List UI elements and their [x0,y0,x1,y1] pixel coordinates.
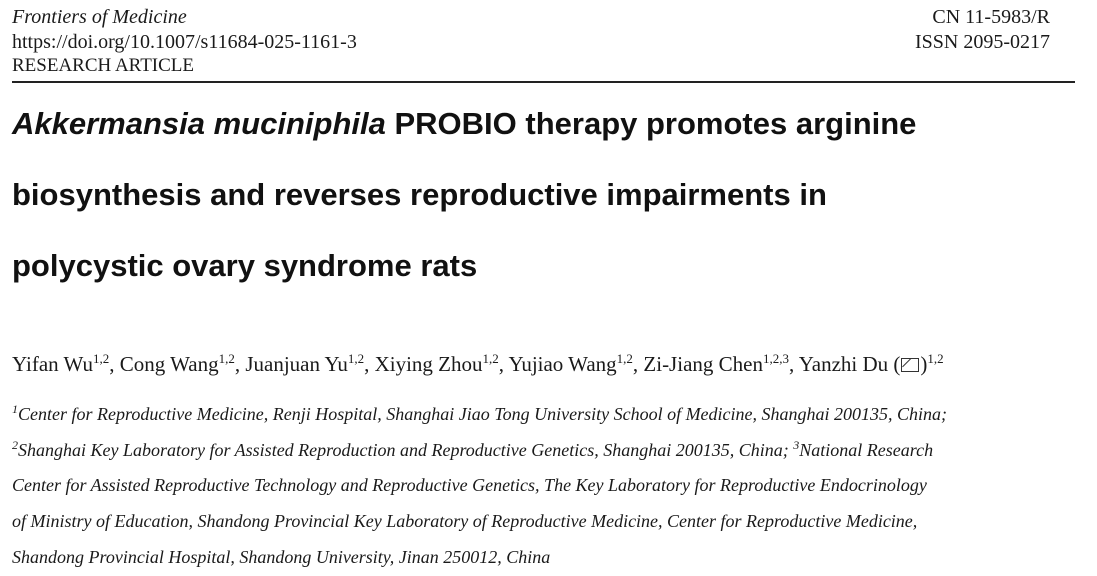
affiliation-text: Center for Reproductive Medicine, Renji Hospital, Shanghai Jiao Tong University School of Medicine, Shanghai 200135, China; [18,404,948,424]
affiliation-line [12,397,1087,433]
author-affiliation-marker: 1,2 [927,351,944,366]
affiliation-text: Center for Assisted Reproductive Technology and Reproductive Genetics, The Key Laboratory for Reproductive Endocrinology [12,475,927,496]
author-affiliation-marker: 1,2 [482,351,499,366]
title-line2: biosynthesis and reverses reproductive impairments in [12,177,827,212]
affiliation-line [12,433,1087,469]
author-affiliation-marker: 1,2 [218,351,235,366]
affiliation-line [12,540,1087,576]
header-right [915,5,1050,55]
title-line3: polycystic ovary syndrome rats [12,248,478,283]
author-affiliation-marker: 1,2 [616,351,633,366]
author-separator: , [632,352,644,376]
journal-name: Frontiers of Medicine [12,6,187,28]
affiliation-line [12,504,1087,540]
affiliation-line [12,468,1087,504]
author-name: Yujiao Wang [508,352,617,376]
issn-number: ISSN 2095-0217 [914,31,1050,53]
corresponding-author-name: Yanzhi Du ( [798,352,901,376]
header-left [12,5,357,77]
header-divider [12,81,1075,83]
author-affiliation-marker: 1,2,3 [762,351,789,366]
author-separator: , [234,352,246,376]
affiliation-text: Shandong Provincial Hospital, Shandong University, Jinan 250012, China [12,546,551,567]
author-name: Juanjuan Yu [245,352,348,376]
author-name: Cong Wang [119,352,219,376]
cn-number: CN 11-5983/R [932,6,1050,28]
author-name: Zi-Jiang Chen [643,352,763,376]
affiliation-text: Shanghai Key Laboratory for Assisted Reproduction and Reproductive Genetics, Shanghai 200135, China; [18,439,794,460]
author-separator: , [498,352,509,376]
affiliation-text: of Ministry of Education, Shandong Provincial Key Laboratory of Reproductive Medicine, Center for Reproductive Medicine, [12,511,918,532]
title-line1-rest: PROBIO therapy promotes arginine [385,106,917,141]
article-type: RESEARCH ARTICLE [12,55,195,76]
paper-title [12,88,1072,301]
affiliation-list [12,397,1087,576]
author-separator: , [364,352,375,376]
author-separator: , [788,352,799,376]
author-affiliation-marker: 1,2 [347,351,365,366]
author-affiliation-marker: 1,2 [93,351,110,366]
affiliation-marker: 2 [12,437,18,452]
author-name: Yifan Wu [12,352,94,376]
author-list: Yifan Wu$^{1,2}$, Cong Wang$^{1,2}$, Juanjuan Yu$^{1,2}$, Xiying Zhou$^{1,2}$, Yujiao Wang$^{1,2}$, Zi-Jiang Chen$^{1,2,3}$, Yanzhi Du ( )$^{1,2}$ [12,351,944,376]
envelope-icon[interactable] [901,358,919,372]
doi-link[interactable]: https://doi.org/10.1007/s11684-025-1161-3 [12,31,357,53]
affiliation-marker: 1 [12,402,18,416]
affiliation-text: National Research [799,439,934,460]
affiliation-marker: 3 [793,437,800,452]
author-name: Xiying Zhou [374,352,483,376]
title-species: Akkermansia muciniphila [12,106,386,141]
author-separator: , [109,352,120,376]
